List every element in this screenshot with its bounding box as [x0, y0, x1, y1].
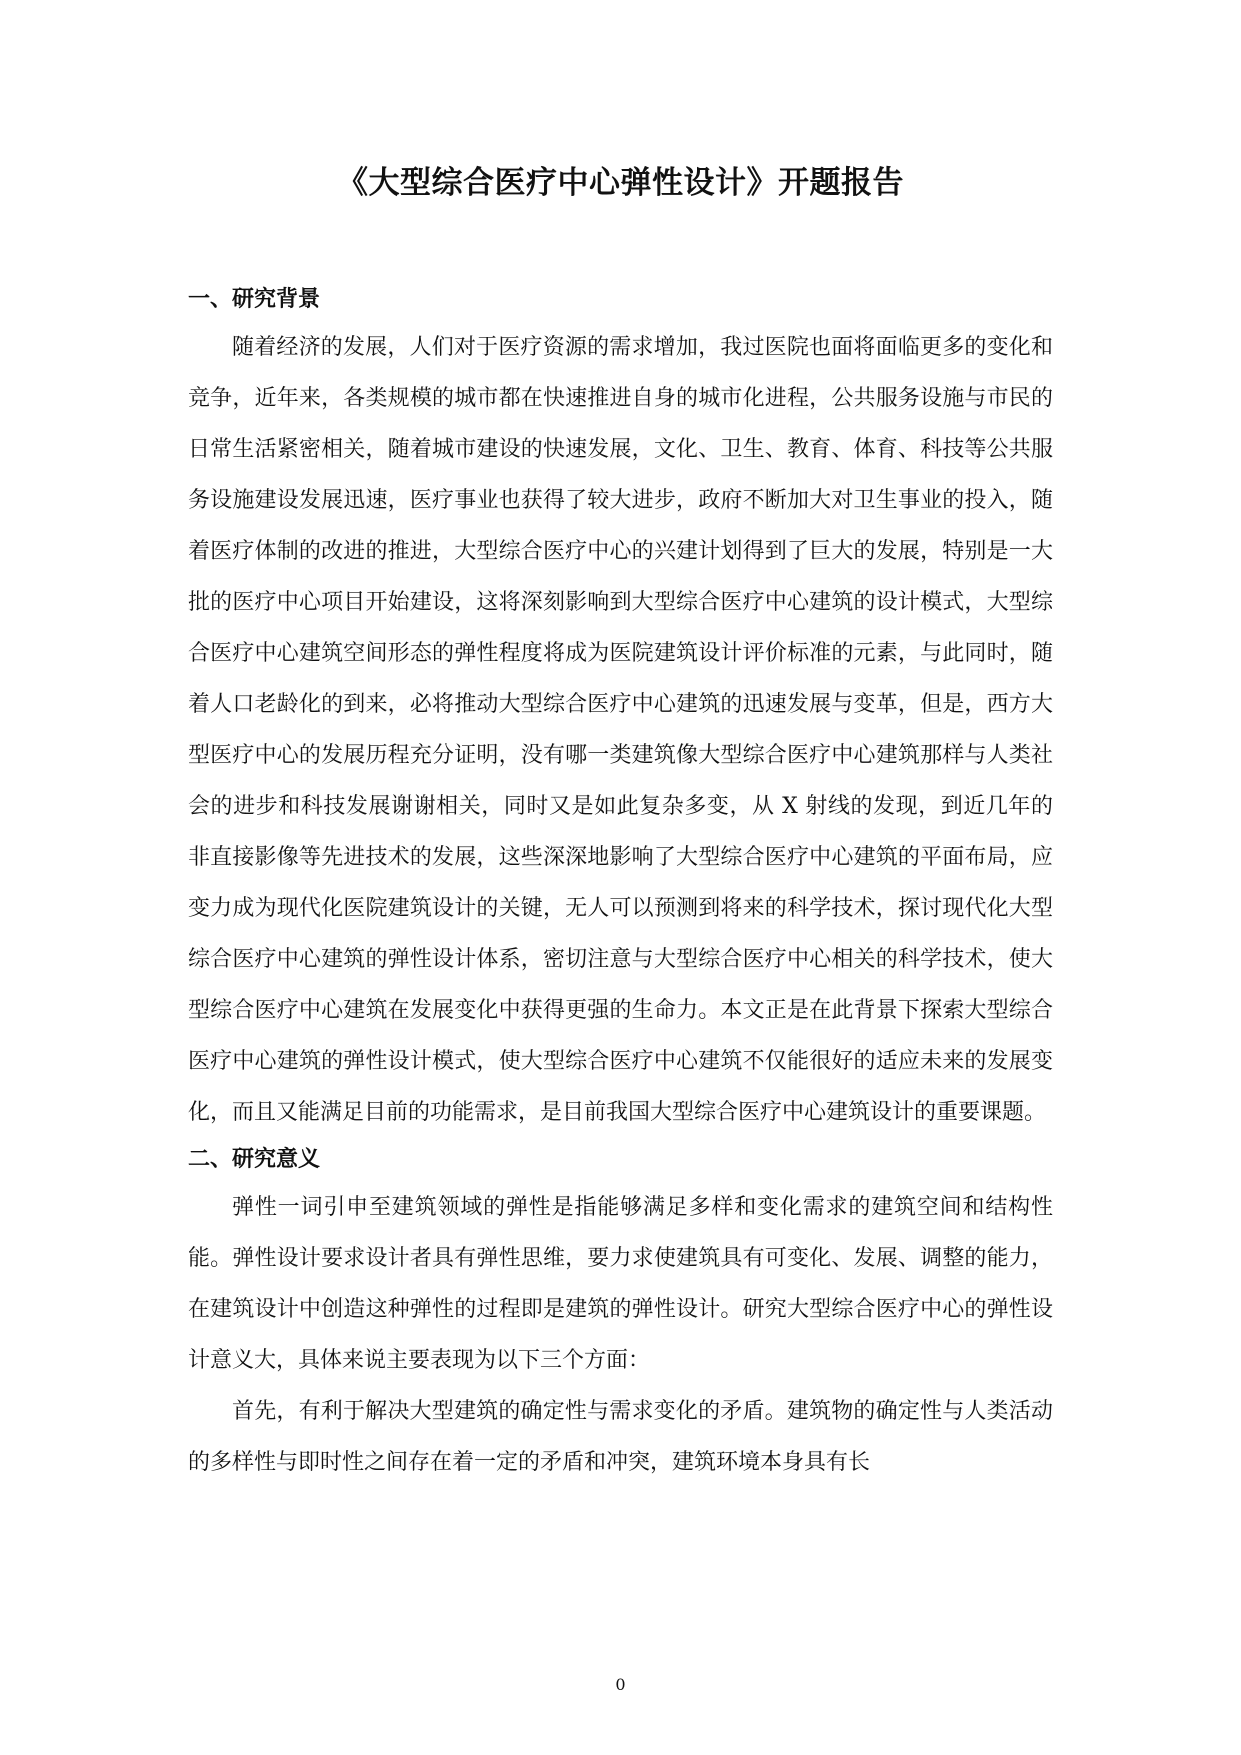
paragraph-significance-intro: 弹性一词引申至建筑领域的弹性是指能够满足多样和变化需求的建筑空间和结构性能。弹性设计要求设计者具有弹性思维，要力求使建筑具有可变化、发展、调整的能力，在建筑设计中创造这种弹性的过程即是建筑的弹性设计。研究大型综合医疗中心的弹性设计意义大，具体来说主要表现为以下三个方面：: [188, 1195, 1053, 1373]
paragraph-significance-first: 首先，有利于解决大型建筑的确定性与需求变化的矛盾。建筑物的确定性与人类活动的多样性与即时性之间存在着一定的矛盾和冲突，建筑环境本身具有长: [188, 1399, 1053, 1475]
section-heading-significance: 二、研究意义: [188, 1147, 321, 1172]
section-heading-background: 一、研究背景: [188, 287, 321, 312]
document-body: [188, 278, 1053, 1488]
page-number: 0: [615, 1675, 626, 1694]
document-title: 《大型综合医疗中心弹性设计》开题报告: [337, 165, 904, 201]
paragraph-background: 随着经济的发展，人们对于医疗资源的需求增加，我过医院也面将面临更多的变化和竞争，近年来，各类规模的城市都在快速推进自身的城市化进程，公共服务设施与市民的日常生活紧密相关，随着城市建设的快速发展，文化、卫生、教育、体育、科技等公共服务设施建设发展迅速，医疗事业也获得了较大进步，政府不断加大对卫生事业的投入，随着医疗体制的改进的推进，大型综合医疗中心的兴建计划得到了巨大的发展，特别是一大批的医疗中心项目开始建设，这将深刻影响到大型综合医疗中心建筑的设计模式，大型综合医疗中心建筑空间形态的弹性程度将成为医院建筑设计评价标准的元素，与此同时，随着人口老龄化的到来，必将推动大型综合医疗中心建筑的迅速发展与变革，但是，西方大型医疗中心的发展历程充分证明，没有哪一类建筑像大型综合医疗中心建筑那样与人类社会的进步和科技发展谢谢相关，同时又是如此复杂多变，从 X 射线的发现，到近几年的非直接影像等先进技术的发展，这些深深地影响了大型综合医疗中心建筑的平面布局，应变力成为现代化医院建筑设计的关键，无人可以预测到将来的科学技术，探讨现代化大型综合医疗中心建筑的弹性设计体系，密切注意与大型综合医疗中心相关的科学技术，使大型综合医疗中心建筑在发展变化中获得更强的生命力。本文正是在此背景下探索大型综合医疗中心建筑的弹性设计模式，使大型综合医疗中心建筑不仅能很好的适应未来的发展变化，而且又能满足目前的功能需求，是目前我国大型综合医疗中心建筑设计的重要课题。: [188, 335, 1053, 1125]
